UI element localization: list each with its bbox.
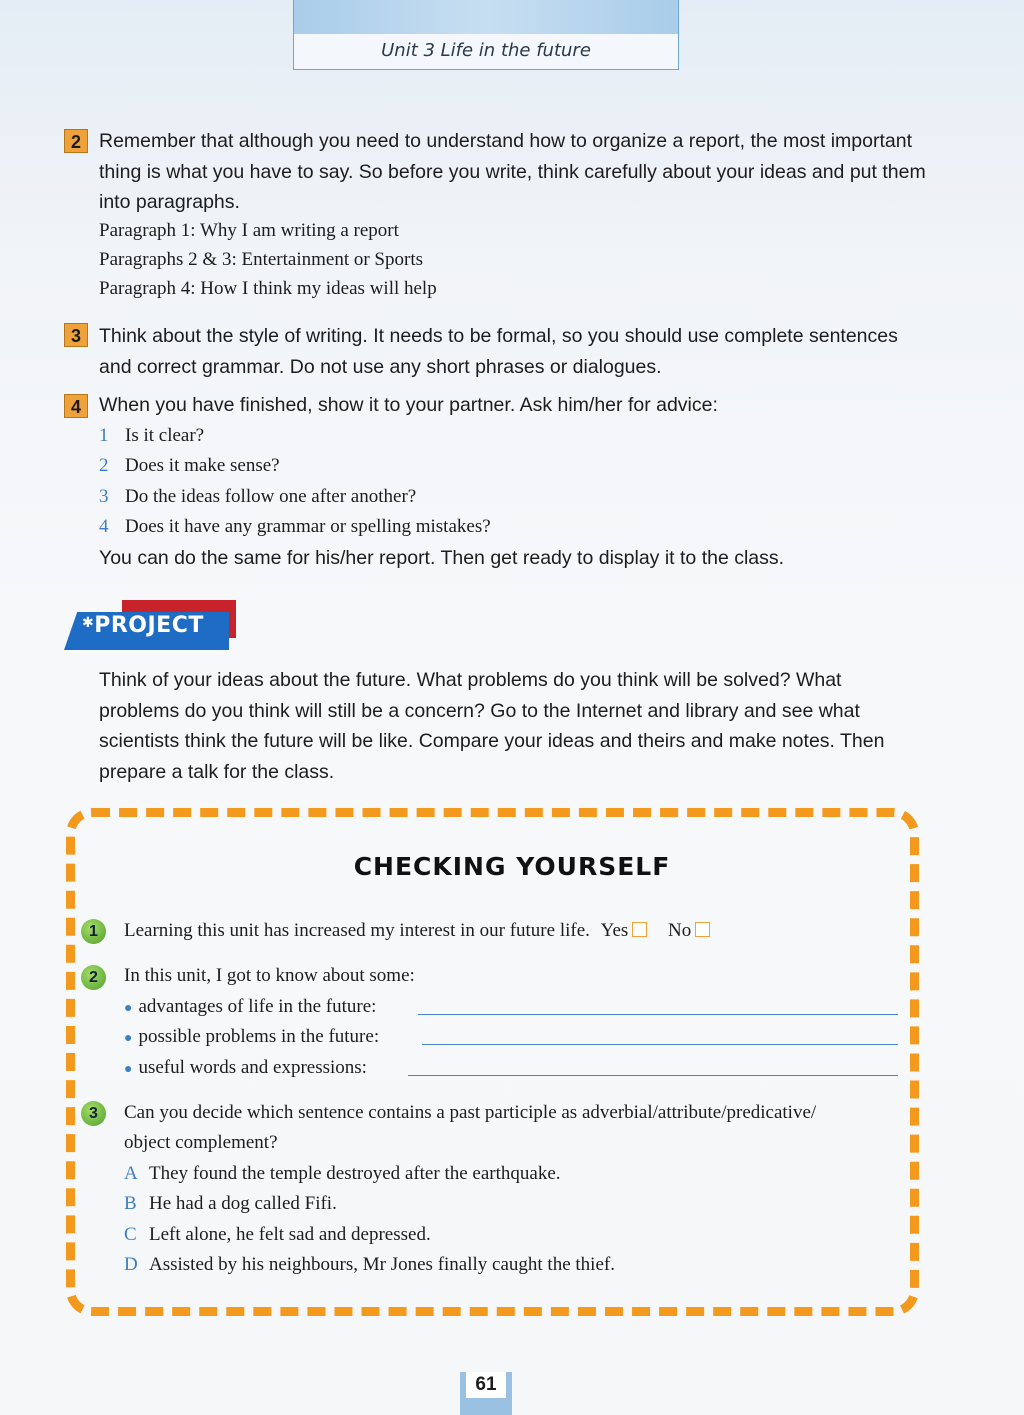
option-d xyxy=(124,1250,615,1280)
step-number-3: 3 xyxy=(64,323,88,347)
answer-line-words[interactable] xyxy=(408,1075,898,1076)
answer-line-problems[interactable] xyxy=(422,1044,898,1045)
item-number-3: 3 xyxy=(81,1101,106,1126)
check-item-1 xyxy=(124,916,710,946)
option-text: He had a dog called Fifi. xyxy=(149,1193,337,1214)
item-number-1: 1 xyxy=(81,919,106,944)
bullet-dot-icon: ● xyxy=(124,1031,133,1046)
option-text: They found the temple destroyed after the earthquake. xyxy=(149,1163,561,1184)
question-text: Is it clear? xyxy=(125,425,205,446)
advice-question xyxy=(99,421,204,451)
option-text: Left alone, he felt sad and depressed. xyxy=(149,1224,431,1245)
bullet-item xyxy=(124,992,376,1024)
yes-checkbox[interactable] xyxy=(632,922,647,937)
checking-yourself-title: CHECKING YOURSELF xyxy=(353,852,671,881)
option-b xyxy=(124,1189,337,1219)
option-letter: D xyxy=(124,1254,138,1275)
yes-label: Yes xyxy=(600,920,629,941)
project-text: Think of your ideas about the future. What problems do you think will be solved? What problems do you think will still be a concern? Go to the Internet and library and see what scientists think the future will be like. Compare your ideas and theirs and make notes. Then prepare a talk for the class. xyxy=(99,669,885,783)
unit-header xyxy=(293,0,679,70)
item-number-2: 2 xyxy=(81,965,106,990)
advice-question xyxy=(99,482,416,512)
question-number: 3 xyxy=(99,486,109,507)
option-letter: C xyxy=(124,1224,137,1245)
answer-line-advantages[interactable] xyxy=(418,1014,898,1015)
bullet-item xyxy=(124,1053,367,1085)
option-text: Assisted by his neighbours, Mr Jones finally caught the thief. xyxy=(149,1254,615,1275)
paragraph-plan-1: Paragraph 1: Why I am writing a report xyxy=(99,220,399,241)
question-number: 1 xyxy=(99,425,109,446)
advice-question xyxy=(99,451,280,481)
step-number-2: 2 xyxy=(64,129,88,153)
step-4-closing: You can do the same for his/her report. Then get ready to display it to the class. xyxy=(99,547,785,569)
no-label: No xyxy=(668,920,692,941)
option-letter: A xyxy=(124,1163,138,1184)
no-checkbox[interactable] xyxy=(695,922,710,937)
option-a xyxy=(124,1159,561,1189)
header-band xyxy=(294,0,678,34)
check-item-3-line1: Can you decide which sentence contains a past participle as adverbial/attribute/predicative/ xyxy=(124,1102,817,1123)
check-item-1-text: Learning this unit has increased my interest in our future life. xyxy=(124,920,590,941)
question-number: 4 xyxy=(99,516,109,537)
advice-question xyxy=(99,512,491,542)
check-item-3-line2: object complement? xyxy=(124,1132,278,1153)
page-number: 61 xyxy=(466,1372,506,1398)
step-2-text: Remember that although you need to understand how to organize a report, the most important thing is what you have to say. So before you write, think carefully about your ideas and put them into paragraphs. xyxy=(99,130,926,213)
project-label xyxy=(82,613,204,638)
bullet-text: possible problems in the future: xyxy=(138,1026,380,1047)
option-c xyxy=(124,1220,431,1250)
star-icon: ✱ xyxy=(82,615,95,631)
bullet-text: advantages of life in the future: xyxy=(138,996,377,1017)
step-3-text: Think about the style of writing. It needs to be formal, so you should use complete sentences and correct grammar. Do not use any short phrases or dialogues. xyxy=(99,325,898,378)
bullet-dot-icon: ● xyxy=(124,1062,133,1077)
paragraph-plan-2: Paragraphs 2 & 3: Entertainment or Sports xyxy=(99,249,423,270)
question-text: Do the ideas follow one after another? xyxy=(125,486,417,507)
step-number-4: 4 xyxy=(64,394,88,418)
question-number: 2 xyxy=(99,455,109,476)
bullet-text: useful words and expressions: xyxy=(138,1057,367,1078)
paragraph-plan-3: Paragraph 4: How I think my ideas will help xyxy=(99,278,437,299)
step-4-text: When you have finished, show it to your partner. Ask him/her for advice: xyxy=(99,394,718,416)
check-item-2-text: In this unit, I got to know about some: xyxy=(124,965,415,986)
page-number-tab xyxy=(460,1372,512,1415)
bullet-item xyxy=(124,1022,379,1054)
bullet-dot-icon: ● xyxy=(124,1001,133,1016)
project-badge xyxy=(64,600,236,650)
unit-title: Unit 3 Life in the future xyxy=(381,40,591,61)
question-text: Does it have any grammar or spelling mistakes? xyxy=(125,516,491,537)
option-letter: B xyxy=(124,1193,137,1214)
question-text: Does it make sense? xyxy=(125,455,280,476)
project-label-text: PROJECT xyxy=(94,613,204,638)
